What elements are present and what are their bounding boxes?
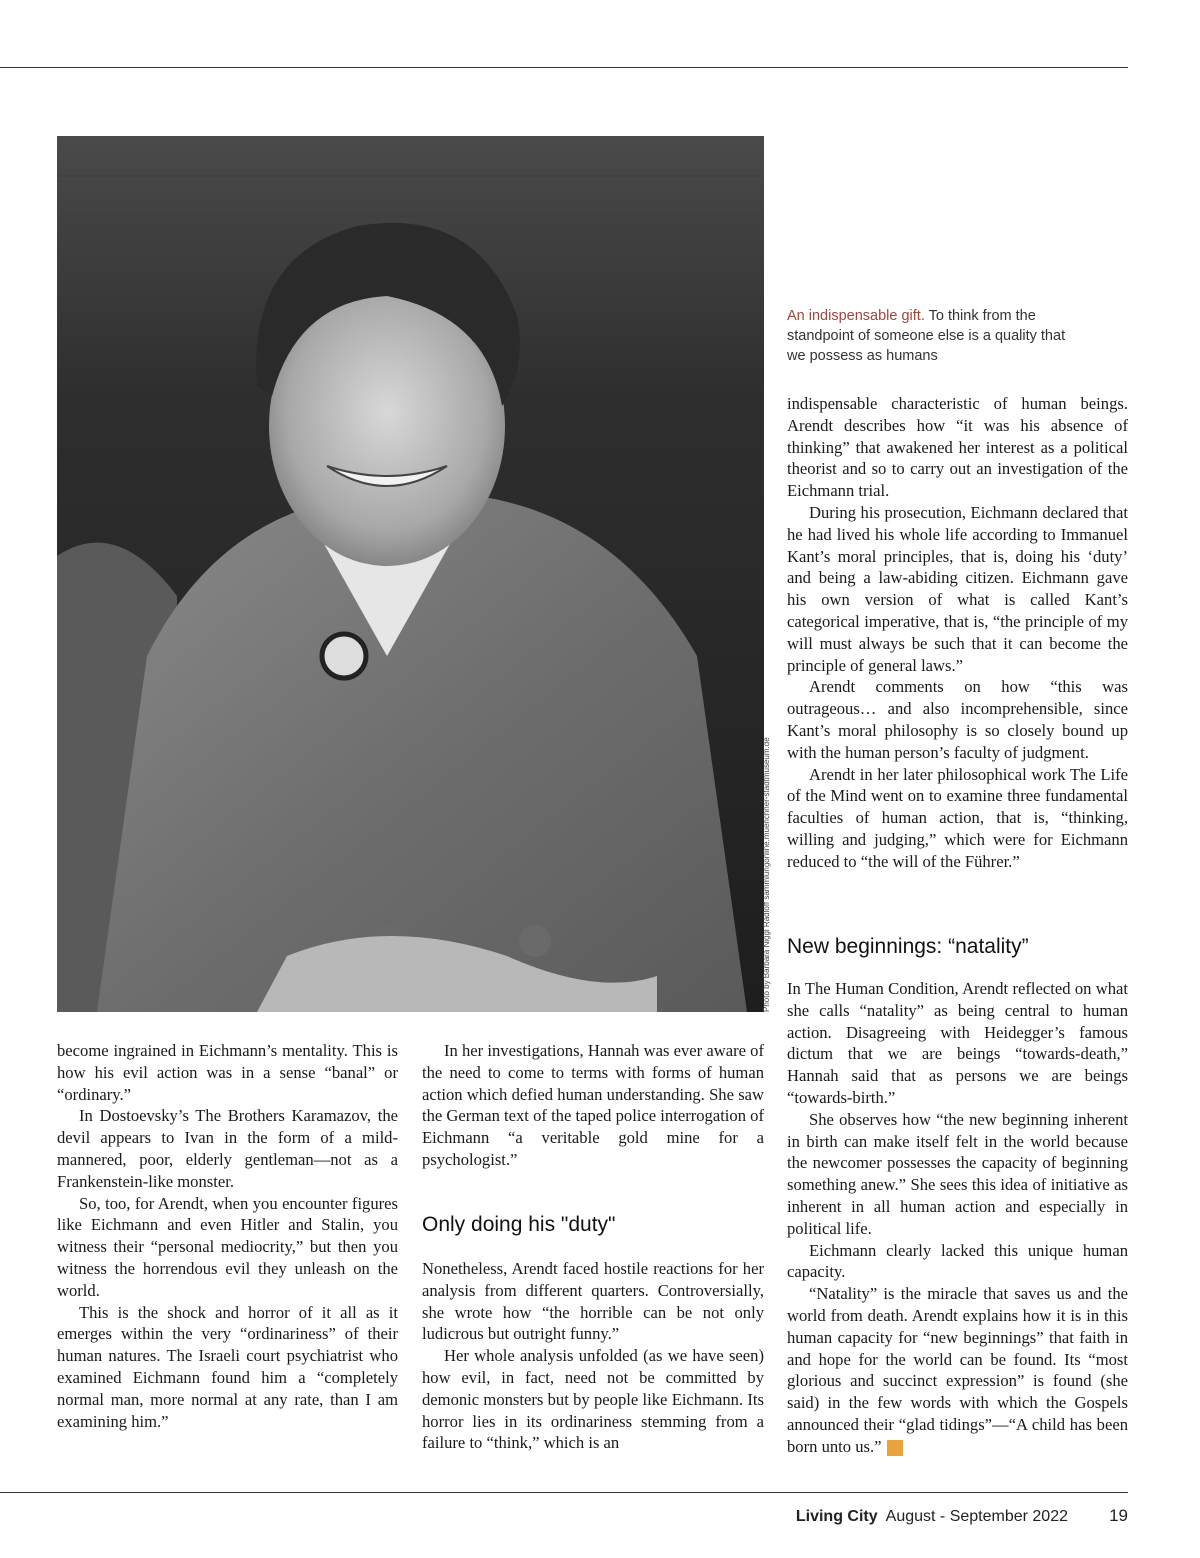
paragraph: Arendt comments on how “this was outrageous… and also incomprehensible, since Kant’s moral philosophy is so closely bound up with the human person’s faculty of judgment. bbox=[787, 677, 1128, 762]
paragraph: indispensable characteristic of human beings. Arendt describes how “it was his absence of thinking” that awakened her interest as a political theorist and so to carry out an investigation of the Eichmann trial. bbox=[787, 394, 1128, 501]
portrait-photo bbox=[57, 136, 764, 1012]
article-column-3-continued bbox=[787, 934, 1128, 1458]
paragraph: Nonetheless, Arendt faced hostile reactions for her analysis from different quarters. Controversially, she wrote how “the horrible can be not only ludicrous but outright funny.” bbox=[422, 1259, 764, 1344]
paragraph-final bbox=[787, 1283, 1128, 1457]
page-number: 19 bbox=[1109, 1506, 1128, 1525]
bottom-rule bbox=[0, 1492, 1128, 1493]
subheading-duty: Only doing his "duty" bbox=[422, 1213, 616, 1236]
article-column-2 bbox=[422, 1040, 764, 1453]
photo-caption bbox=[787, 306, 1087, 366]
paragraph: In her investigations, Hannah was ever aware of the need to come to terms with forms of human action which defied human understanding. She saw the German text of the taped police interrogation of Eichmann “a veritable gold mine for a psychologist.” bbox=[422, 1041, 764, 1169]
paragraph: In Dostoevsky’s The Brothers Karamazov, the devil appears to Ivan in the form of a mild-mannered, poor, elderly gentleman—not as a Frankenstein-like monster. bbox=[57, 1106, 398, 1191]
final-text: “Natality” is the miracle that saves us and the world from death. Arendt explains how it is in this human capacity for “new beginnings” that faith in and hope for the world can be found. Its “most glorious and succinct expression” is found (she said) in the few words with which the Gospels announced their “glad tidings”—“A child has been born unto us.” bbox=[787, 1284, 1128, 1456]
caption-text: To think from the standpoint of someone else is a quality that we possess as humans bbox=[787, 308, 1066, 364]
subheading-natality: New beginnings: “natality” bbox=[787, 935, 1029, 958]
issue-date: August - September 2022 bbox=[885, 1508, 1068, 1525]
paragraph: This is the shock and horror of it all as it emerges within the very “ordinariness” of their human natures. The Israeli court psychiatrist who examined Eichmann found him a “completely normal man, more normal at any rate, than I am examining him.” bbox=[57, 1302, 398, 1431]
paragraph: Eichmann clearly lacked this unique human capacity. bbox=[787, 1240, 1128, 1282]
magazine-info bbox=[796, 1508, 1068, 1526]
page-footer bbox=[0, 1500, 1128, 1528]
paragraph: So, too, for Arendt, when you encounter figures like Eichmann and even Hitler and Stalin, you witness their “personal mediocrity,” but then you witness the horrendous evil they unleash on the world. bbox=[57, 1193, 398, 1300]
article-column-3 bbox=[787, 393, 1128, 873]
article-column-1 bbox=[57, 1040, 398, 1432]
top-rule bbox=[0, 67, 1128, 68]
paragraph: In The Human Condition, Arendt reflected on what she calls “natality” as being central to human action. Disagreeing with Heidegger’s famous dictum that we are beings “towards-death,” Hannah said that as persons we are beings “towards-birth.” bbox=[787, 979, 1128, 1107]
paragraph: Arendt in her later philosophical work The Life of the Mind went on to examine three fundamental faculties of human action, that is, “thinking, willing and judging,” which were for Eichmann reduced to “the will of the Führer.” bbox=[787, 764, 1128, 871]
end-mark-icon: LC bbox=[887, 1440, 903, 1456]
paragraph: She observes how “the new beginning inherent in birth can make itself felt in the world because the newcomer possesses the capacity of beginning something anew.” She sees this idea of initiative as inherent in all human action and especially in political life. bbox=[787, 1109, 1128, 1238]
portrait-illustration bbox=[57, 136, 764, 1012]
paragraph: Her whole analysis unfolded (as we have seen) how evil, in fact, need not be committed by demonic monsters but by people like Eichmann. Its horror lies in its ordinariness stemming from a failure to “think,” which is an bbox=[422, 1346, 764, 1453]
photo-credit: Photo by Barbara Niggl Radloff sammlungonline.muenchner-stadtmuseum.de bbox=[762, 737, 771, 1012]
caption-lead: An indispensable gift. bbox=[787, 308, 925, 324]
magazine-title: Living City bbox=[795, 1508, 878, 1525]
paragraph: become ingrained in Eichmann’s mentality. This is how his evil action was in a sense “banal” or “ordinary.” bbox=[57, 1041, 398, 1104]
paragraph: During his prosecution, Eichmann declared that he had lived his whole life according to Immanuel Kant’s moral principles, that is, doing his ‘duty’ and being a law-abiding citizen. Eichmann gave his own version of what is called Kant’s categorical imperative, that is, “the principle of my will must always be such that it can become the principle of general laws.” bbox=[787, 502, 1128, 675]
